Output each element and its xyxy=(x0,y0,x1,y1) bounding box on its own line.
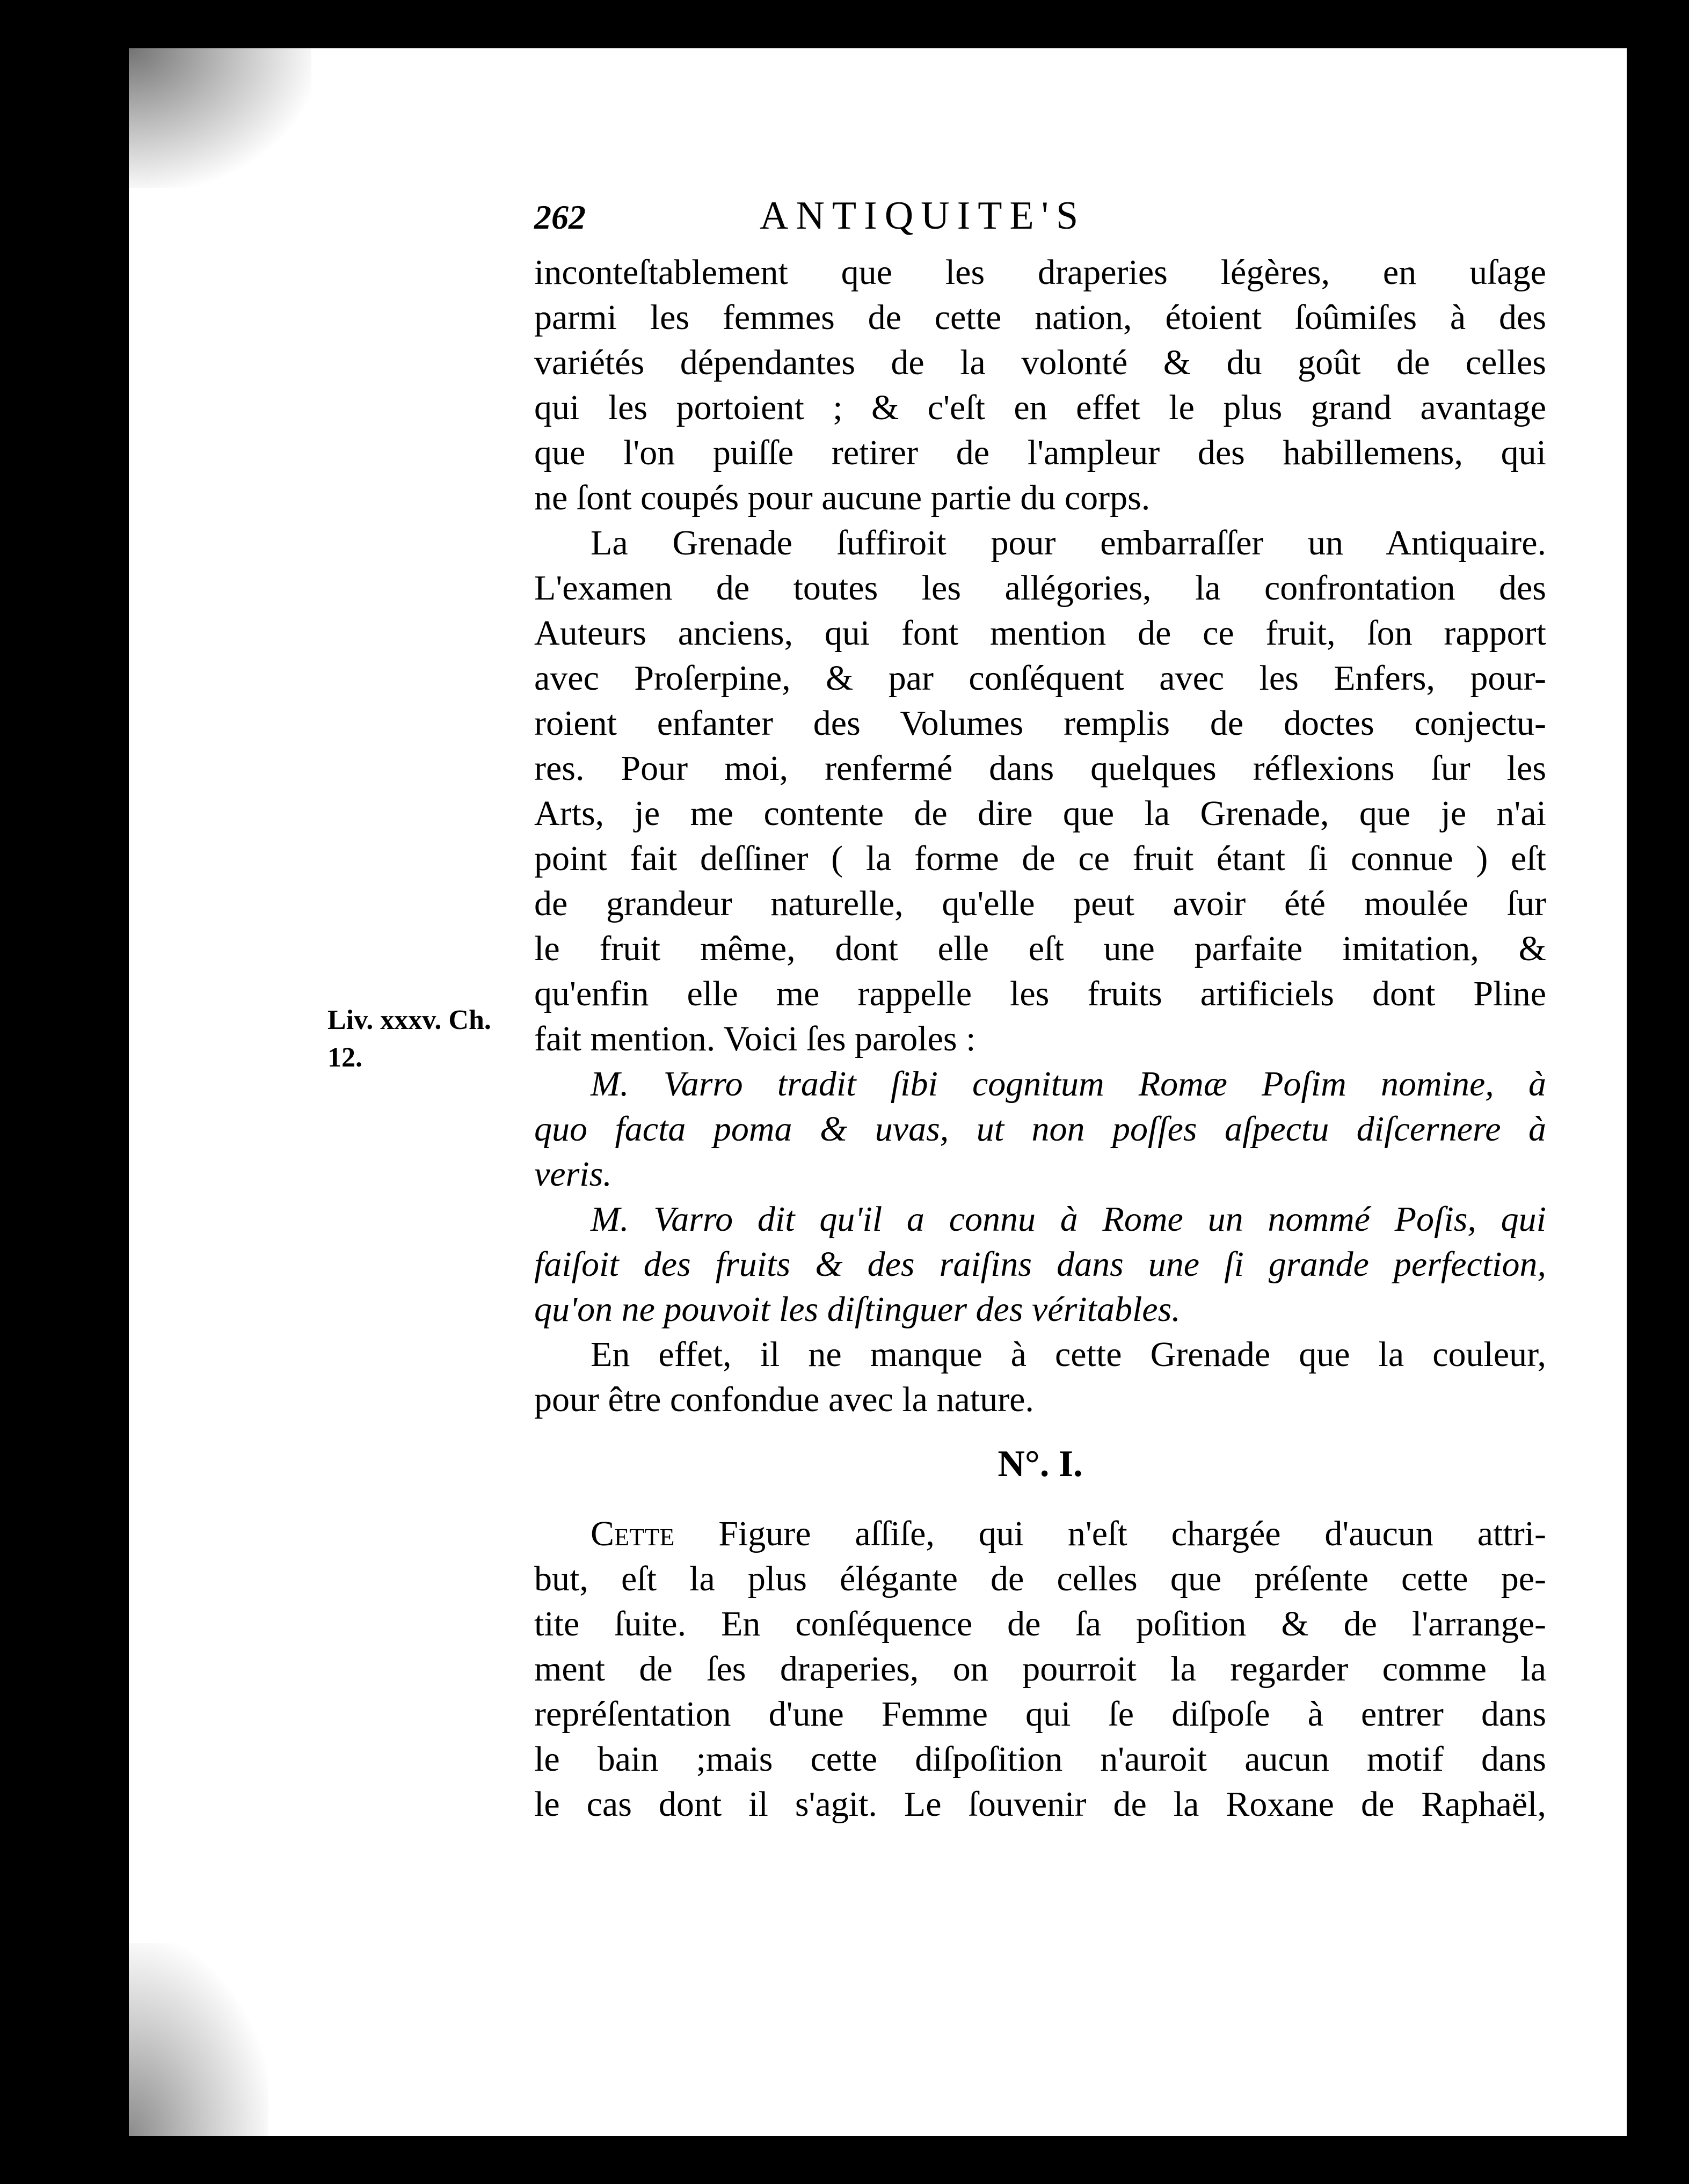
paragraph-1 xyxy=(534,250,1546,521)
text-line: res. Pour moi, renfermé dans quelques réflexions ſur les xyxy=(534,749,1546,788)
text-line: point fait deſſiner ( la forme de ce fruit étant ſi connue ) eſt xyxy=(534,839,1546,878)
text-line: L'examen de toutes les allégories, la confrontation des xyxy=(534,568,1546,608)
text-line: quo facta poma & uvas, ut non poſſes aſpectu diſcernere à xyxy=(534,1109,1546,1149)
text-block xyxy=(534,193,1546,1827)
section-heading: N°. I. xyxy=(998,1443,1083,1485)
text-line: pour être confondue avec la nature. xyxy=(534,1380,1034,1419)
running-head xyxy=(534,193,1546,247)
text-line: veris. xyxy=(534,1155,612,1194)
text-line: Arts, je me contente de dire que la Grenade, que je n'ai xyxy=(534,794,1546,833)
text-line: but, eſt la plus élégante de celles que préſente cette pe- xyxy=(534,1559,1546,1598)
text-line: le bain ;mais cette diſpoſition n'auroit aucun motif dans xyxy=(534,1740,1546,1779)
text-line: M. Varro dit qu'il a connu à Rome un nommé Poſis, qui xyxy=(591,1200,1546,1239)
text-line: qu'on ne pouvoit les diſtinguer des véritables. xyxy=(534,1290,1181,1329)
margin-note-line: 12. xyxy=(327,1042,362,1073)
text-line: En effet, il ne manque à cette Grenade que la couleur, xyxy=(591,1335,1546,1374)
margin-note-line: Liv. xxxv. Ch. xyxy=(327,1005,491,1035)
paragraph-4 xyxy=(534,1511,1546,1827)
text-line: faiſoit des fruits & des raiſins dans une ſi grande perfection, xyxy=(534,1245,1546,1284)
margin-note xyxy=(327,1002,510,1077)
text-line: repréſentation d'une Femme qui ſe diſpoſe à entrer dans xyxy=(534,1694,1546,1734)
text-line: le cas dont il s'agit. Le ſouvenir de la Roxane de Raphaël, xyxy=(534,1785,1546,1824)
text-line: qui les portoient ; & c'eſt en effet le plus grand avantage xyxy=(534,388,1546,427)
scan-shadow-bottom xyxy=(129,1943,268,2136)
text-line: variétés dépendantes de la volonté & du goût de celles xyxy=(534,343,1546,382)
text-line: que l'on puiſſe retirer de l'ampleur des habillemens, qui xyxy=(534,433,1546,472)
french-quote xyxy=(534,1197,1546,1332)
paragraph-2 xyxy=(534,521,1546,1062)
running-title: ANTIQUITE'S xyxy=(760,194,1086,238)
text-line: tite ſuite. En conſéquence de ſa poſition & de l'arrange- xyxy=(534,1604,1546,1644)
text-line: inconteſtablement que les draperies légères, en uſage xyxy=(534,253,1546,292)
text-line: roient enfanter des Volumes remplis de doctes conjectu- xyxy=(534,704,1546,743)
text-line: M. Varro tradit ſibi cognitum Romæ Poſim nomine, à xyxy=(591,1064,1546,1104)
text-line: Auteurs anciens, qui font mention de ce fruit, ſon rapport xyxy=(534,613,1546,653)
text-line: La Grenade ſuffiroit pour embarraſſer un Antiquaire. xyxy=(591,523,1546,563)
text-line: avec Proſerpine, & par conſéquent avec les Enfers, pour- xyxy=(534,659,1546,698)
text-line: le fruit même, dont elle eſt une parfaite imitation, & xyxy=(534,929,1546,968)
lead-word: Cette xyxy=(591,1514,675,1553)
book-page xyxy=(129,48,1627,2136)
text-line xyxy=(534,1511,1546,1557)
scan-shadow-top xyxy=(129,48,311,188)
latin-quote xyxy=(534,1062,1546,1197)
paragraph-3 xyxy=(534,1332,1546,1422)
text-line: parmi les femmes de cette nation, étoient ſoûmiſes à des xyxy=(534,298,1546,337)
text-line: ne ſont coupés pour aucune partie du corps. xyxy=(534,478,1151,517)
text-line: qu'enfin elle me rappelle les fruits artificiels dont Pline xyxy=(534,974,1546,1013)
text-line: ment de ſes draperies, on pourroit la regarder comme la xyxy=(534,1649,1546,1689)
text-line: fait mention. Voici ſes paroles : xyxy=(534,1019,976,1058)
text-line: de grandeur naturelle, qu'elle peut avoir été moulée ſur xyxy=(534,884,1546,923)
text-run: Figure aſſiſe, qui n'eſt chargée d'aucun attri- xyxy=(674,1514,1546,1553)
page-number: 262 xyxy=(534,198,586,236)
